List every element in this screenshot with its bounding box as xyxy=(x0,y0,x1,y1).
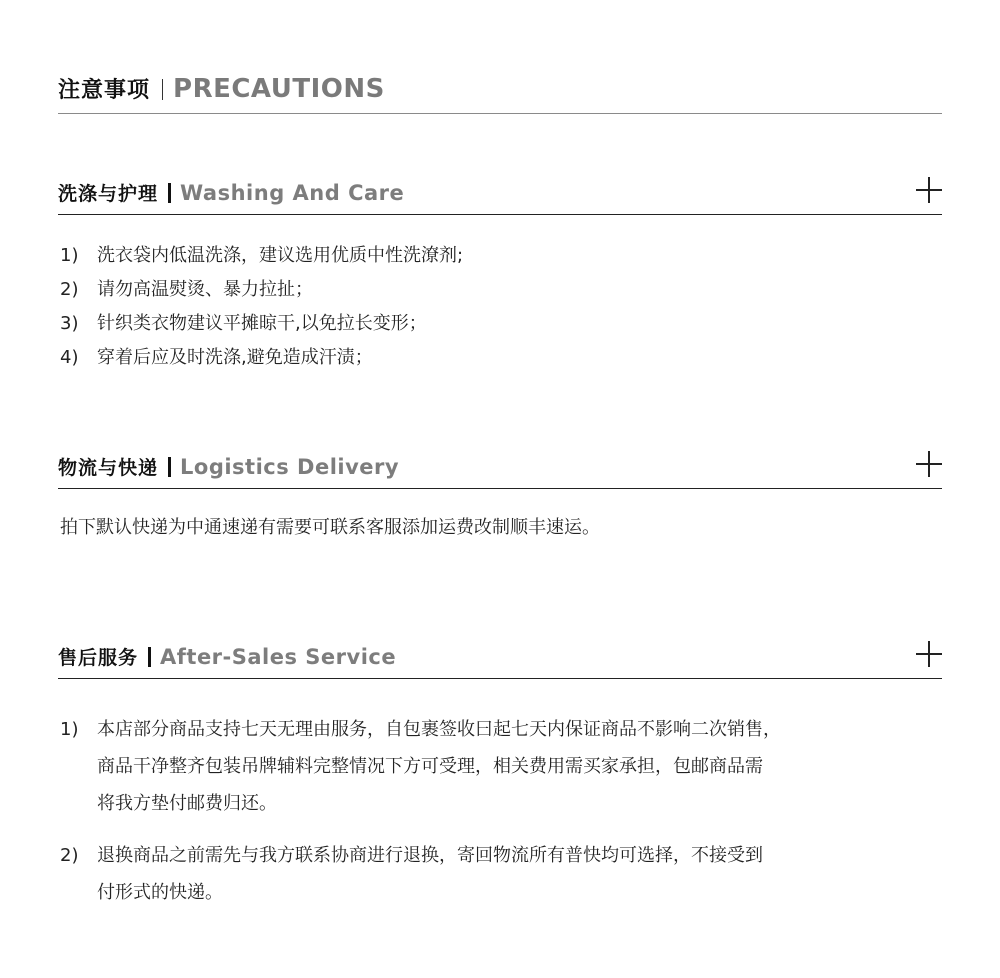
page-title-cn: 注意事项 xyxy=(58,78,151,103)
section-divider xyxy=(148,647,151,667)
after-sales-item xyxy=(60,837,942,911)
item-text: 针织类衣物建议平摊晾干,以免拉长变形； xyxy=(97,313,427,334)
logistics-section-header[interactable] xyxy=(58,448,942,489)
logistics-text: 拍下默认快递为中通速递有需要可联系客服添加运费改制顺丰速运。 xyxy=(60,517,600,538)
expand-plus-icon[interactable] xyxy=(916,177,942,203)
item-number: 3) xyxy=(60,313,79,334)
precautions-header xyxy=(58,66,942,114)
item-text: 请勿高温熨烫、暴力拉扯； xyxy=(97,279,313,300)
after-sales-title-cn: 售后服务 xyxy=(58,647,139,669)
list-item xyxy=(60,239,942,273)
expand-plus-icon[interactable] xyxy=(916,451,942,477)
item-number: 4) xyxy=(60,347,79,368)
section-divider xyxy=(168,183,171,203)
item-text-line: 退换商品之前需先与我方联系协商进行退换，寄回物流所有普快均可选择，不接受到 xyxy=(97,845,763,866)
list-item xyxy=(60,307,942,341)
item-text-line: 将我方垫付邮费归还。 xyxy=(97,793,277,814)
logistics-title-cn: 物流与快递 xyxy=(58,457,159,479)
after-sales-title-en: After-Sales Service xyxy=(160,645,397,669)
item-text-line: 付形式的快递。 xyxy=(97,882,223,903)
list-item xyxy=(60,273,942,307)
title-divider xyxy=(162,79,163,100)
item-text-line: 本店部分商品支持七天无理由服务，自包裹签收曰起七天内保证商品不影响二次销售， xyxy=(97,719,781,740)
item-number: 2) xyxy=(60,279,79,300)
washing-title-en: Washing And Care xyxy=(180,181,405,205)
list-item xyxy=(60,341,942,375)
item-text-line: 商品干净整齐包装吊牌辅料完整情况下方可受理，相关费用需买家承担，包邮商品需 xyxy=(97,756,763,777)
item-text: 穿着后应及时洗涤,避免造成汗渍； xyxy=(97,347,373,368)
expand-plus-icon[interactable] xyxy=(916,641,942,667)
item-number: 1) xyxy=(60,719,79,740)
washing-list xyxy=(60,239,942,375)
item-number: 2) xyxy=(60,845,79,866)
washing-title-cn: 洗涤与护理 xyxy=(58,183,159,205)
after-sales-item xyxy=(60,711,942,822)
washing-section-header[interactable] xyxy=(58,174,942,215)
item-text: 洗衣袋内低温洗涤，建议选用优质中性洗潦剂; xyxy=(97,245,464,266)
page-title-en: PRECAUTIONS xyxy=(173,74,385,104)
item-number: 1) xyxy=(60,245,79,266)
section-divider xyxy=(168,457,171,477)
after-sales-section-header[interactable] xyxy=(58,638,942,679)
logistics-title-en: Logistics Delivery xyxy=(180,455,400,479)
